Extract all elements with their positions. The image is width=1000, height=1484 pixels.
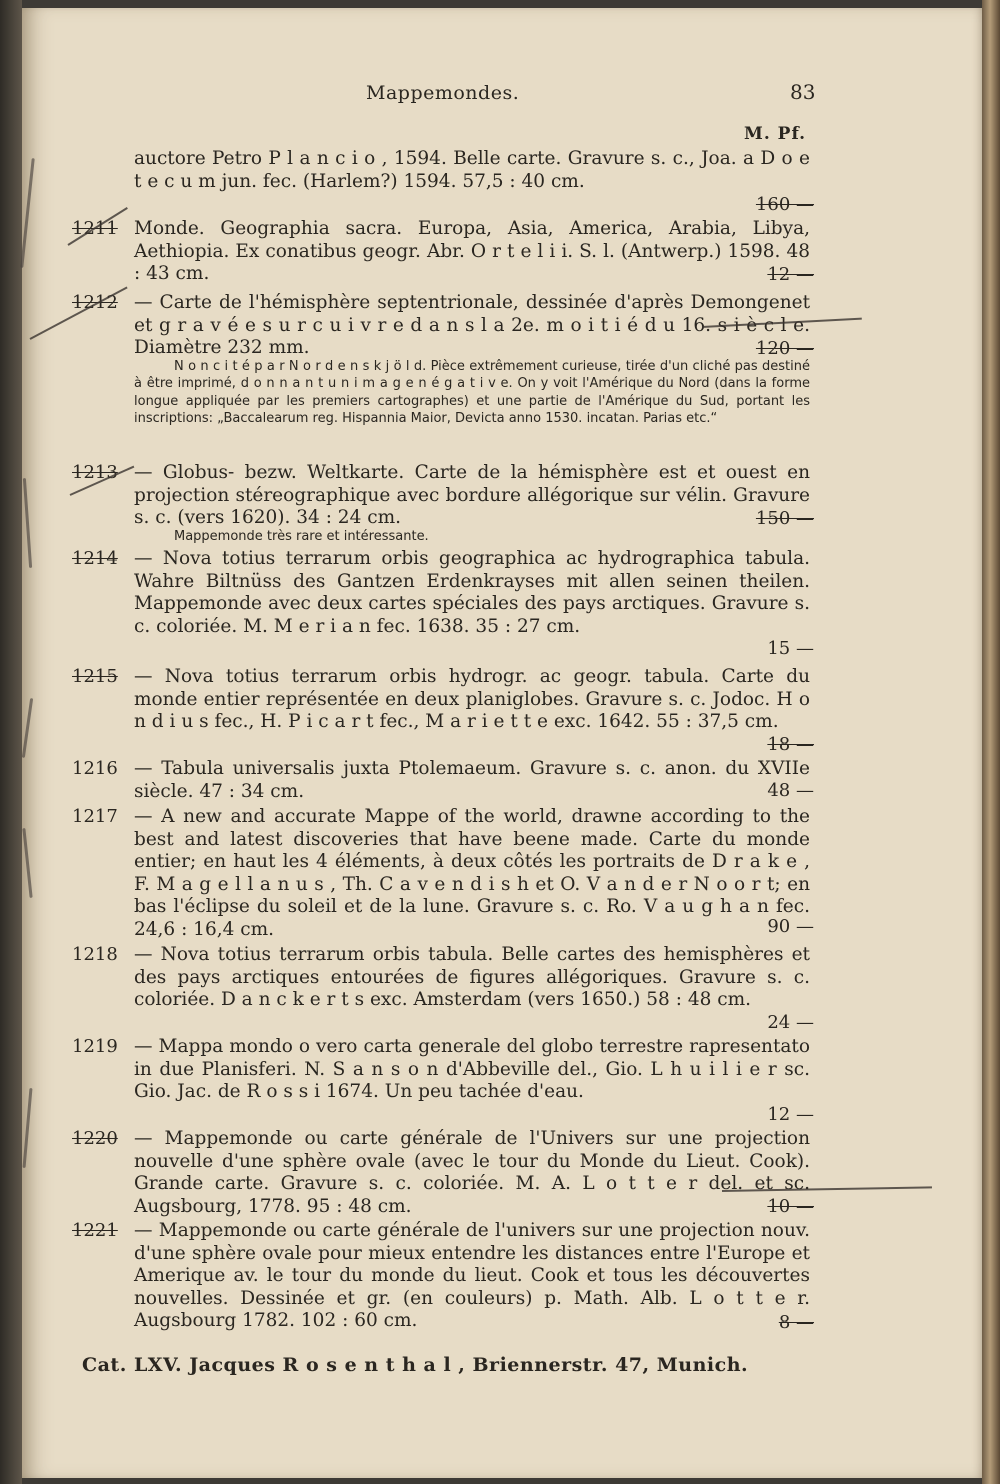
entry-number: 1219	[72, 1036, 118, 1057]
entry-number: 1220	[72, 1128, 118, 1149]
entry-price: 24 —	[767, 1012, 814, 1033]
entry-text: — Mappemonde ou carte générale de l'Univers sur une projection nouvelle d'une sphère ovale (avec le tour du Monde du Lieut. Cook). Grande carte. Gravure s. c. coloriée. M. A. L o t t e r del. et sc. Augsbourg, 1778. 95 : 48 cm.	[134, 1128, 810, 1217]
entry-number: 1218	[72, 944, 118, 965]
entry-price: 18 —	[767, 734, 814, 755]
entry-price: 8 —	[778, 1312, 814, 1333]
entry-number: 1212	[72, 292, 118, 313]
price-column-header: M. Pf.	[744, 124, 807, 144]
entry-text: — Mappemonde ou carte générale de l'univers sur une projection nouv. d'une sphère ovale pour mieux entendre les distances entre l'Europe et Amerique av. le tour du monde du lieut. Cook et tous les découvertes nouvelles. Dessinée et gr. (en couleurs) p. Math. Alb. L o t t e r. Augsbourg 1782. 102 : 60 cm.	[134, 1220, 810, 1332]
entry-text: — A new and accurate Mappe of the world, drawne according to the best and latest discoveries that have beene made. Carte du monde entier; en haut les 4 éléments, à deux côtés les portraits de D r a k e , F. M a g e l l a n u s , Th. C a v e n d i s h et O. V a n d e r N o o r t; en bas l'éclipse du soleil et de la lune. Gravure s. c. Ro. V a u g h a n fec. 24,6 : 16,4 cm.	[134, 806, 810, 940]
page-header	[22, 68, 982, 108]
entry-price: 12 —	[767, 264, 814, 285]
catalog-page	[22, 8, 982, 1478]
entry-note: Mappemonde très rare et intéressante.	[174, 529, 429, 544]
entry-price: 90 —	[767, 916, 814, 937]
entry-number: 1216	[72, 758, 118, 779]
entry-price: 15 —	[767, 638, 814, 659]
entry-note: N o n c i t é p a r N o r d e n s k j ö l d. Pièce extrêmement curieuse, tirée d'un cliché pas destiné à être imprimé, d o n n a n t u n i m a g e n é g a t i v e. On y voit l'Amérique du Nord (dans la forme longue appliquée par les premiers cartographes) et une partie de l'Amérique du Sud, portant les inscriptions: „Baccalearum reg. Hispannia Maior, Devicta anno 1530. incatan. Parias etc.“	[134, 359, 810, 426]
book-spine-edge	[982, 0, 1000, 1484]
entry-number: 1215	[72, 666, 118, 687]
running-title: Mappemondes.	[366, 82, 520, 104]
book-left-edge	[0, 0, 22, 1484]
entry-price: 150 —	[755, 508, 814, 529]
gutter-pencil-marks	[22, 8, 52, 1478]
entry-number: 1213	[72, 462, 118, 483]
entry-price: 48 —	[767, 780, 814, 801]
entry-price: 10 —	[767, 1196, 814, 1217]
entry-price: 120 —	[755, 338, 814, 359]
entry-text: — Carte de l'hémisphère septentrionale, dessinée d'après Demongenet et g r a v é e s u r c u i v r e d a n s l a 2e. m o i t i é d u 16. s i è c l e. Diamètre 232 mm.	[134, 292, 810, 359]
entry-text: — Nova totius terrarum orbis tabula. Belle cartes des hemisphères et des pays arctiques entourées de figures allégoriques. Gravure s. c. coloriée. D a n c k e r t s exc. Amsterdam (vers 1650.) 58 : 48 cm.	[134, 944, 810, 1011]
entry-text: — Tabula universalis juxta Ptolemaeum. Gravure s. c. anon. du XVIIe siècle. 47 : 34 cm.	[134, 758, 810, 802]
entry-number: 1217	[72, 806, 118, 827]
entry-number: 1214	[72, 548, 118, 569]
entry-text: — Mappa mondo o vero carta generale del globo terrestre rapresentato in due Planisferi. N. S a n s o n d'Abbeville del., Gio. L h u i l i e r sc. Gio. Jac. de R o s s i 1674. Un peu tachée d'eau.	[134, 1036, 810, 1103]
entry-price: 12 —	[767, 1104, 814, 1125]
entry-number: 1221	[72, 1220, 118, 1241]
entry-text: — Nova totius terrarum orbis hydrogr. ac geogr. tabula. Carte du monde entier représentée en deux planiglobes. Gravure s. c. Jodoc. H o n d i u s fec., H. P i c a r t fec., M a r i e t t e exc. 1642. 55 : 37,5 cm.	[134, 666, 810, 733]
page-number: 83	[790, 80, 816, 104]
entry-number: 1211	[72, 218, 118, 239]
catalog-footer: Cat. LXV. Jacques R o s e n t h a l , Briennerstr. 47, Munich.	[82, 1354, 749, 1376]
entry-price: 160 —	[755, 194, 814, 215]
entry-text: — Globus- bezw. Weltkarte. Carte de la hémisphère est et ouest en projection stéreographique avec bordure allégorique sur vélin. Gravure s. c. (vers 1620). 34 : 24 cm.	[134, 462, 810, 529]
entry-text: — Nova totius terrarum orbis geographica ac hydrographica tabula. Wahre Biltnüss des Gantzen Erdenkrayses mit allen seinen theilen. Mappemonde avec deux cartes spéciales des pays arctiques. Gravure s. c. coloriée. M. M e r i a n fec. 1638. 35 : 27 cm.	[134, 548, 810, 637]
entry-text: auctore Petro P l a n c i o , 1594. Belle carte. Gravure s. c., Joa. a D o e t e c u m jun. fec. (Harlem?) 1594. 57,5 : 40 cm.	[134, 148, 810, 192]
entry-text: Monde. Geographia sacra. Europa, Asia, America, Arabia, Libya, Aethiopia. Ex conatibus geogr. Abr. O r t e l i i. S. l. (Antwerp.) 1598. 48 : 43 cm.	[134, 218, 810, 285]
